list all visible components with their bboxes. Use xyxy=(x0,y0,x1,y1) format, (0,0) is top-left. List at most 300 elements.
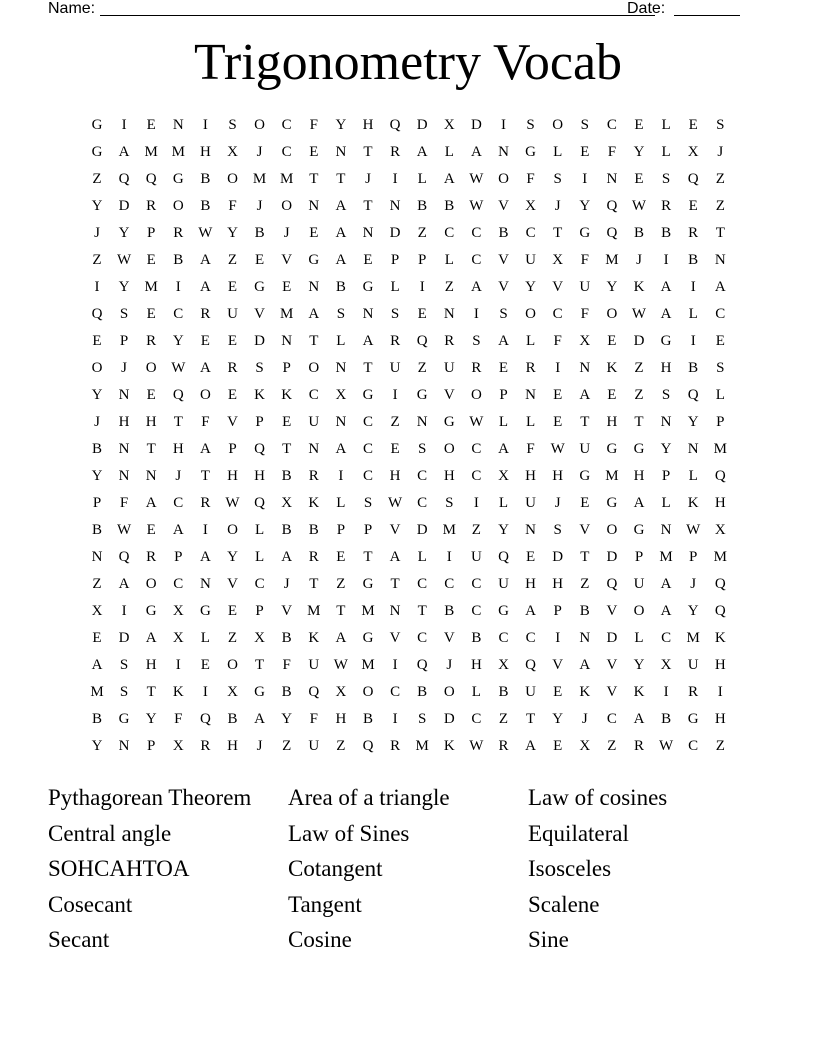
grid-letter: Q xyxy=(687,387,699,403)
grid-letter: C xyxy=(362,468,373,484)
grid-letter: Y xyxy=(91,198,103,214)
grid-letter: Y xyxy=(660,441,672,457)
grid-letter: O xyxy=(145,360,157,376)
grid-letter: U xyxy=(470,549,482,565)
grid-letter: W xyxy=(686,522,701,538)
grid-letter: S xyxy=(716,360,725,376)
grid-letter: C xyxy=(471,603,482,619)
grid-letter: D xyxy=(443,711,455,727)
grid-letter: T xyxy=(173,414,183,430)
grid-letter: S xyxy=(336,306,346,322)
grid-letter: H xyxy=(145,657,157,673)
grid-letter: E xyxy=(553,387,563,403)
grid-letter: B xyxy=(417,684,428,700)
grid-letter: I xyxy=(392,711,398,727)
grid-letter: I xyxy=(392,171,398,187)
grid-letter: X xyxy=(498,468,509,484)
grid-letter: Z xyxy=(634,360,644,376)
grid-letter: E xyxy=(607,333,617,349)
grid-letter: V xyxy=(606,657,618,673)
grid-letter: N xyxy=(281,333,293,349)
grid-letter: Z xyxy=(227,252,238,268)
grid-letter: G xyxy=(362,387,374,403)
grid-letter: V xyxy=(389,522,401,538)
grid-letter: G xyxy=(172,171,184,187)
grid-letter: Y xyxy=(498,522,509,538)
grid-letter: G xyxy=(254,684,266,700)
grid-letter: A xyxy=(199,360,211,376)
grid-letter: A xyxy=(199,252,211,268)
grid-letter: X xyxy=(579,333,591,349)
word-list-item: Central angle xyxy=(48,820,172,846)
grid-letter: T xyxy=(417,603,427,619)
grid-letter: I xyxy=(202,684,208,700)
grid-letter: B xyxy=(91,441,102,457)
grid-letter: C xyxy=(471,441,482,457)
grid-letter: S xyxy=(363,495,373,511)
grid-letter: T xyxy=(390,576,400,592)
grid-letter: P xyxy=(255,603,264,619)
grid-letter: J xyxy=(690,576,697,592)
grid-letter: H xyxy=(227,738,238,754)
grid-letter: P xyxy=(92,495,102,511)
grid-letter: S xyxy=(472,333,481,349)
grid-letter: C xyxy=(688,738,699,754)
grid-letter: Y xyxy=(687,603,699,619)
grid-letter: F xyxy=(228,198,237,214)
grid-letter: O xyxy=(443,441,455,457)
grid-letter: C xyxy=(606,117,617,133)
grid-letter: G xyxy=(416,387,428,403)
grid-letter: D xyxy=(633,333,645,349)
grid-row xyxy=(85,384,736,411)
grid-letter: A xyxy=(470,279,482,295)
grid-letter: N xyxy=(91,549,103,565)
grid-letter: J xyxy=(581,711,588,727)
grid-letter: Q xyxy=(254,441,266,457)
grid-letter: Y xyxy=(227,225,238,241)
grid-letter: A xyxy=(199,279,211,295)
grid-letter: D xyxy=(552,549,564,565)
grid-letter: M xyxy=(605,468,619,484)
grid-letter: A xyxy=(660,279,672,295)
grid-letter: Q xyxy=(714,603,726,619)
grid-letter: A xyxy=(633,711,645,727)
grid-letter: G xyxy=(362,630,374,646)
grid-letter: C xyxy=(471,468,482,484)
grid-letter: T xyxy=(200,468,210,484)
grid-letter: O xyxy=(172,198,184,214)
grid-letter: T xyxy=(336,171,346,187)
grid-letter: T xyxy=(580,549,590,565)
grid-letter: N xyxy=(118,387,130,403)
grid-letter: E xyxy=(200,333,210,349)
grid-letter: B xyxy=(444,198,455,214)
grid-letter: T xyxy=(309,333,319,349)
grid-row xyxy=(85,573,736,600)
grid-letter: Q xyxy=(254,495,266,511)
grid-letter: X xyxy=(172,603,184,619)
grid-letter: I xyxy=(175,279,181,295)
grid-letter: W xyxy=(659,738,674,754)
grid-letter: I xyxy=(473,306,479,322)
grid-letter: C xyxy=(417,468,428,484)
grid-letter: A xyxy=(335,225,347,241)
grid-letter: O xyxy=(227,171,238,187)
grid-letter: D xyxy=(470,117,482,133)
grid-letter: V xyxy=(254,306,266,322)
grid-letter: W xyxy=(117,252,132,268)
grid-letter: A xyxy=(416,144,428,160)
grid-letter: I xyxy=(392,657,398,673)
grid-letter: Z xyxy=(580,576,590,592)
grid-letter: C xyxy=(173,306,184,322)
grid-letter: F xyxy=(580,252,589,268)
grid-letter: U xyxy=(308,738,320,754)
grid-letter: C xyxy=(525,225,536,241)
grid-letter: L xyxy=(444,144,454,160)
grid-letter: M xyxy=(713,441,727,457)
grid-letter: B xyxy=(417,198,428,214)
grid-letter: G xyxy=(91,144,103,160)
grid-letter: R xyxy=(661,198,672,214)
grid-letter: A xyxy=(118,144,130,160)
grid-letter: C xyxy=(254,576,265,592)
word-list-item: Sine xyxy=(528,927,569,952)
grid-letter: M xyxy=(90,684,104,700)
grid-letter: Q xyxy=(308,684,320,700)
grid-letter: V xyxy=(227,414,238,430)
grid-letter: E xyxy=(309,225,319,241)
grid-letter: E xyxy=(200,657,210,673)
grid-letter: X xyxy=(525,198,537,214)
grid-letter: Z xyxy=(92,252,102,268)
grid-letter: I xyxy=(473,495,479,511)
grid-letter: Y xyxy=(687,414,699,430)
grid-letter: Q xyxy=(416,657,428,673)
grid-letter: A xyxy=(660,603,672,619)
grid-letter: Z xyxy=(634,387,644,403)
grid-letter: C xyxy=(362,441,373,457)
grid-letter: E xyxy=(227,279,238,295)
grid-letter: P xyxy=(689,549,698,565)
grid-letter: D xyxy=(254,333,266,349)
grid-letter: A xyxy=(199,441,211,457)
grid-letter: L xyxy=(715,387,725,403)
grid-letter: M xyxy=(686,630,700,646)
grid-letter: Z xyxy=(471,522,481,538)
grid-letter: E xyxy=(146,522,156,538)
grid-letter: M xyxy=(171,144,185,160)
grid-letter: O xyxy=(443,684,455,700)
grid-row xyxy=(85,330,736,357)
grid-letter: Z xyxy=(715,171,725,187)
grid-letter: B xyxy=(200,198,211,214)
grid-letter: G xyxy=(498,603,509,619)
grid-letter: K xyxy=(443,738,455,754)
grid-letter: N xyxy=(199,576,211,592)
grid-row xyxy=(85,600,736,627)
grid-letter: P xyxy=(228,441,237,457)
grid-row xyxy=(85,465,736,492)
grid-letter: W xyxy=(550,441,565,457)
grid-letter: C xyxy=(173,576,184,592)
grid-letter: E xyxy=(553,684,563,700)
grid-letter: L xyxy=(498,495,509,511)
grid-letter: W xyxy=(469,171,484,187)
grid-letter: I xyxy=(690,333,696,349)
grid-letter: O xyxy=(281,198,293,214)
grid-letter: W xyxy=(225,495,240,511)
grid-letter: Z xyxy=(282,738,292,754)
grid-letter: V xyxy=(606,603,618,619)
grid-letter: H xyxy=(714,495,726,511)
grid-letter: E xyxy=(498,360,509,376)
grid-letter: K xyxy=(172,684,184,700)
grid-letter: C xyxy=(552,306,563,322)
grid-letter: J xyxy=(446,657,453,673)
grid-letter: P xyxy=(634,549,644,565)
grid-letter: L xyxy=(553,144,563,160)
grid-row xyxy=(85,546,736,573)
grid-letter: G xyxy=(606,495,618,511)
grid-letter: Q xyxy=(714,468,726,484)
grid-letter: H xyxy=(606,414,618,430)
grid-letter: I xyxy=(582,171,588,187)
grid-letter: A xyxy=(145,630,157,646)
grid-letter: B xyxy=(444,603,455,619)
grid-letter: K xyxy=(308,630,320,646)
grid-letter: W xyxy=(171,360,186,376)
grid-letter: X xyxy=(579,738,591,754)
grid-letter: Y xyxy=(552,711,564,727)
grid-letter: A xyxy=(443,171,455,187)
grid-letter: J xyxy=(94,225,100,241)
grid-letter: H xyxy=(714,657,726,673)
grid-letter: B xyxy=(661,225,672,241)
grid-letter: E xyxy=(417,306,427,322)
grid-letter: L xyxy=(390,279,400,295)
grid-letter: U xyxy=(525,495,537,511)
grid-letter: H xyxy=(389,468,401,484)
grid-letter: G xyxy=(308,252,320,268)
grid-letter: Z xyxy=(417,360,427,376)
grid-letter: B xyxy=(281,522,292,538)
grid-letter: Y xyxy=(172,333,184,349)
grid-letter: N xyxy=(308,279,320,295)
grid-letter: O xyxy=(525,306,537,322)
grid-letter: E xyxy=(282,279,292,295)
grid-letter: O xyxy=(227,657,238,673)
grid-row xyxy=(85,222,736,249)
grid-letter: A xyxy=(281,549,293,565)
grid-letter: A xyxy=(714,279,726,295)
grid-letter: J xyxy=(717,144,724,160)
grid-letter: F xyxy=(526,441,535,457)
grid-letter: O xyxy=(145,576,157,592)
grid-letter: B xyxy=(498,225,509,241)
grid-letter: A xyxy=(579,387,591,403)
grid-letter: G xyxy=(687,711,699,727)
grid-letter: S xyxy=(661,387,671,403)
grid-letter: S xyxy=(716,117,725,133)
grid-letter: I xyxy=(501,117,506,133)
grid-letter: T xyxy=(526,711,536,727)
grid-row xyxy=(85,141,736,168)
grid-letter: C xyxy=(417,576,428,592)
grid-letter: E xyxy=(580,495,590,511)
grid-letter: B xyxy=(91,711,102,727)
grid-letter: J xyxy=(554,495,561,511)
grid-letter: B xyxy=(579,603,590,619)
grid-letter: R xyxy=(308,549,319,565)
grid-letter: A xyxy=(118,576,130,592)
grid-letter: K xyxy=(633,279,645,295)
grid-letter: K xyxy=(281,387,293,403)
grid-letter: B xyxy=(254,225,265,241)
grid-letter: B xyxy=(200,171,211,187)
grid-letter: L xyxy=(688,306,698,322)
grid-row xyxy=(85,411,736,438)
grid-letter: A xyxy=(335,441,347,457)
grid-letter: Y xyxy=(91,738,103,754)
grid-letter: Q xyxy=(172,387,184,403)
grid-letter: G xyxy=(579,468,591,484)
grid-letter: G xyxy=(254,279,266,295)
grid-letter: Z xyxy=(92,171,102,187)
grid-letter: P xyxy=(661,468,671,484)
grid-letter: G xyxy=(606,441,618,457)
grid-letter: F xyxy=(174,711,183,727)
grid-letter: N xyxy=(579,360,591,376)
grid-letter: X xyxy=(172,630,184,646)
grid-letter: C xyxy=(525,630,536,646)
grid-letter: A xyxy=(199,549,211,565)
word-list-item: Scalene xyxy=(528,891,600,917)
grid-letter: N xyxy=(118,468,130,484)
grid-letter: S xyxy=(390,306,400,322)
grid-letter: N xyxy=(362,225,374,241)
grid-letter: O xyxy=(470,387,482,403)
grid-letter: C xyxy=(362,414,373,430)
grid-letter: G xyxy=(362,576,374,592)
grid-letter: Y xyxy=(606,279,618,295)
grid-letter: Q xyxy=(687,171,699,187)
grid-letter: M xyxy=(307,603,321,619)
grid-letter: L xyxy=(336,333,346,349)
grid-letter: M xyxy=(361,603,375,619)
grid-letter: P xyxy=(499,387,508,403)
grid-letter: N xyxy=(606,171,618,187)
grid-letter: C xyxy=(498,630,509,646)
grid-letter: S xyxy=(228,117,237,133)
name-blank-line xyxy=(100,0,655,16)
grid-letter: K xyxy=(254,387,266,403)
grid-letter: I xyxy=(555,360,561,376)
grid-letter: R xyxy=(200,495,211,511)
grid-letter: Z xyxy=(715,738,725,754)
grid-letter: X xyxy=(172,738,184,754)
grid-letter: S xyxy=(553,522,562,538)
grid-letter: B xyxy=(91,522,102,538)
grid-letter: S xyxy=(119,306,129,322)
grid-letter: C xyxy=(173,495,184,511)
grid-letter: C xyxy=(444,576,455,592)
grid-letter: Q xyxy=(118,171,130,187)
grid-letter: O xyxy=(227,522,238,538)
grid-letter: J xyxy=(283,576,290,592)
grid-row xyxy=(85,249,736,276)
grid-letter: C xyxy=(417,495,428,511)
grid-letter: O xyxy=(91,360,103,376)
grid-letter: F xyxy=(607,144,617,160)
grid-letter: H xyxy=(254,468,266,484)
grid-letter: Q xyxy=(145,171,157,187)
grid-letter: L xyxy=(661,117,671,133)
grid-letter: P xyxy=(147,225,156,241)
grid-letter: X xyxy=(227,144,238,160)
grid-letter: L xyxy=(336,495,346,511)
word-column xyxy=(288,780,528,958)
grid-letter: U xyxy=(687,657,699,673)
grid-letter: R xyxy=(525,360,536,376)
grid-row xyxy=(85,708,736,735)
grid-letter: K xyxy=(687,495,699,511)
grid-letter: D xyxy=(606,549,618,565)
grid-letter: X xyxy=(91,603,103,619)
word-column xyxy=(528,780,768,958)
grid-letter: E xyxy=(634,117,644,133)
grid-letter: E xyxy=(526,549,536,565)
grid-letter: N xyxy=(525,387,537,403)
grid-letter: I xyxy=(419,279,425,295)
date-blank-line xyxy=(674,0,740,16)
grid-letter: A xyxy=(633,495,645,511)
grid-row xyxy=(85,276,736,303)
grid-letter: J xyxy=(554,198,561,214)
grid-letter: E xyxy=(309,144,319,160)
grid-letter: H xyxy=(172,441,184,457)
grid-letter: D xyxy=(416,117,428,133)
grid-letter: T xyxy=(282,441,292,457)
grid-row xyxy=(85,357,736,384)
grid-letter: D xyxy=(118,630,130,646)
grid-row xyxy=(85,681,736,708)
grid-letter: I xyxy=(94,279,100,295)
grid-letter: D xyxy=(606,630,618,646)
grid-letter: M xyxy=(442,522,456,538)
grid-letter: A xyxy=(335,630,347,646)
grid-letter: L xyxy=(688,468,698,484)
grid-letter: U xyxy=(443,360,455,376)
grid-letter: L xyxy=(417,549,427,565)
grid-letter: U xyxy=(308,657,320,673)
grid-letter: O xyxy=(633,603,645,619)
grid-row xyxy=(85,438,736,465)
grid-letter: Z xyxy=(715,198,725,214)
grid-letter: M xyxy=(144,144,158,160)
grid-letter: R xyxy=(688,684,699,700)
grid-letter: N xyxy=(172,117,184,133)
grid-letter: K xyxy=(308,495,320,511)
grid-letter: R xyxy=(688,225,699,241)
grid-letter: U xyxy=(633,576,645,592)
grid-letter: S xyxy=(661,171,671,187)
grid-letter: G xyxy=(199,603,211,619)
grid-letter: L xyxy=(661,495,671,511)
grid-letter: R xyxy=(173,225,184,241)
grid-letter: A xyxy=(525,738,537,754)
